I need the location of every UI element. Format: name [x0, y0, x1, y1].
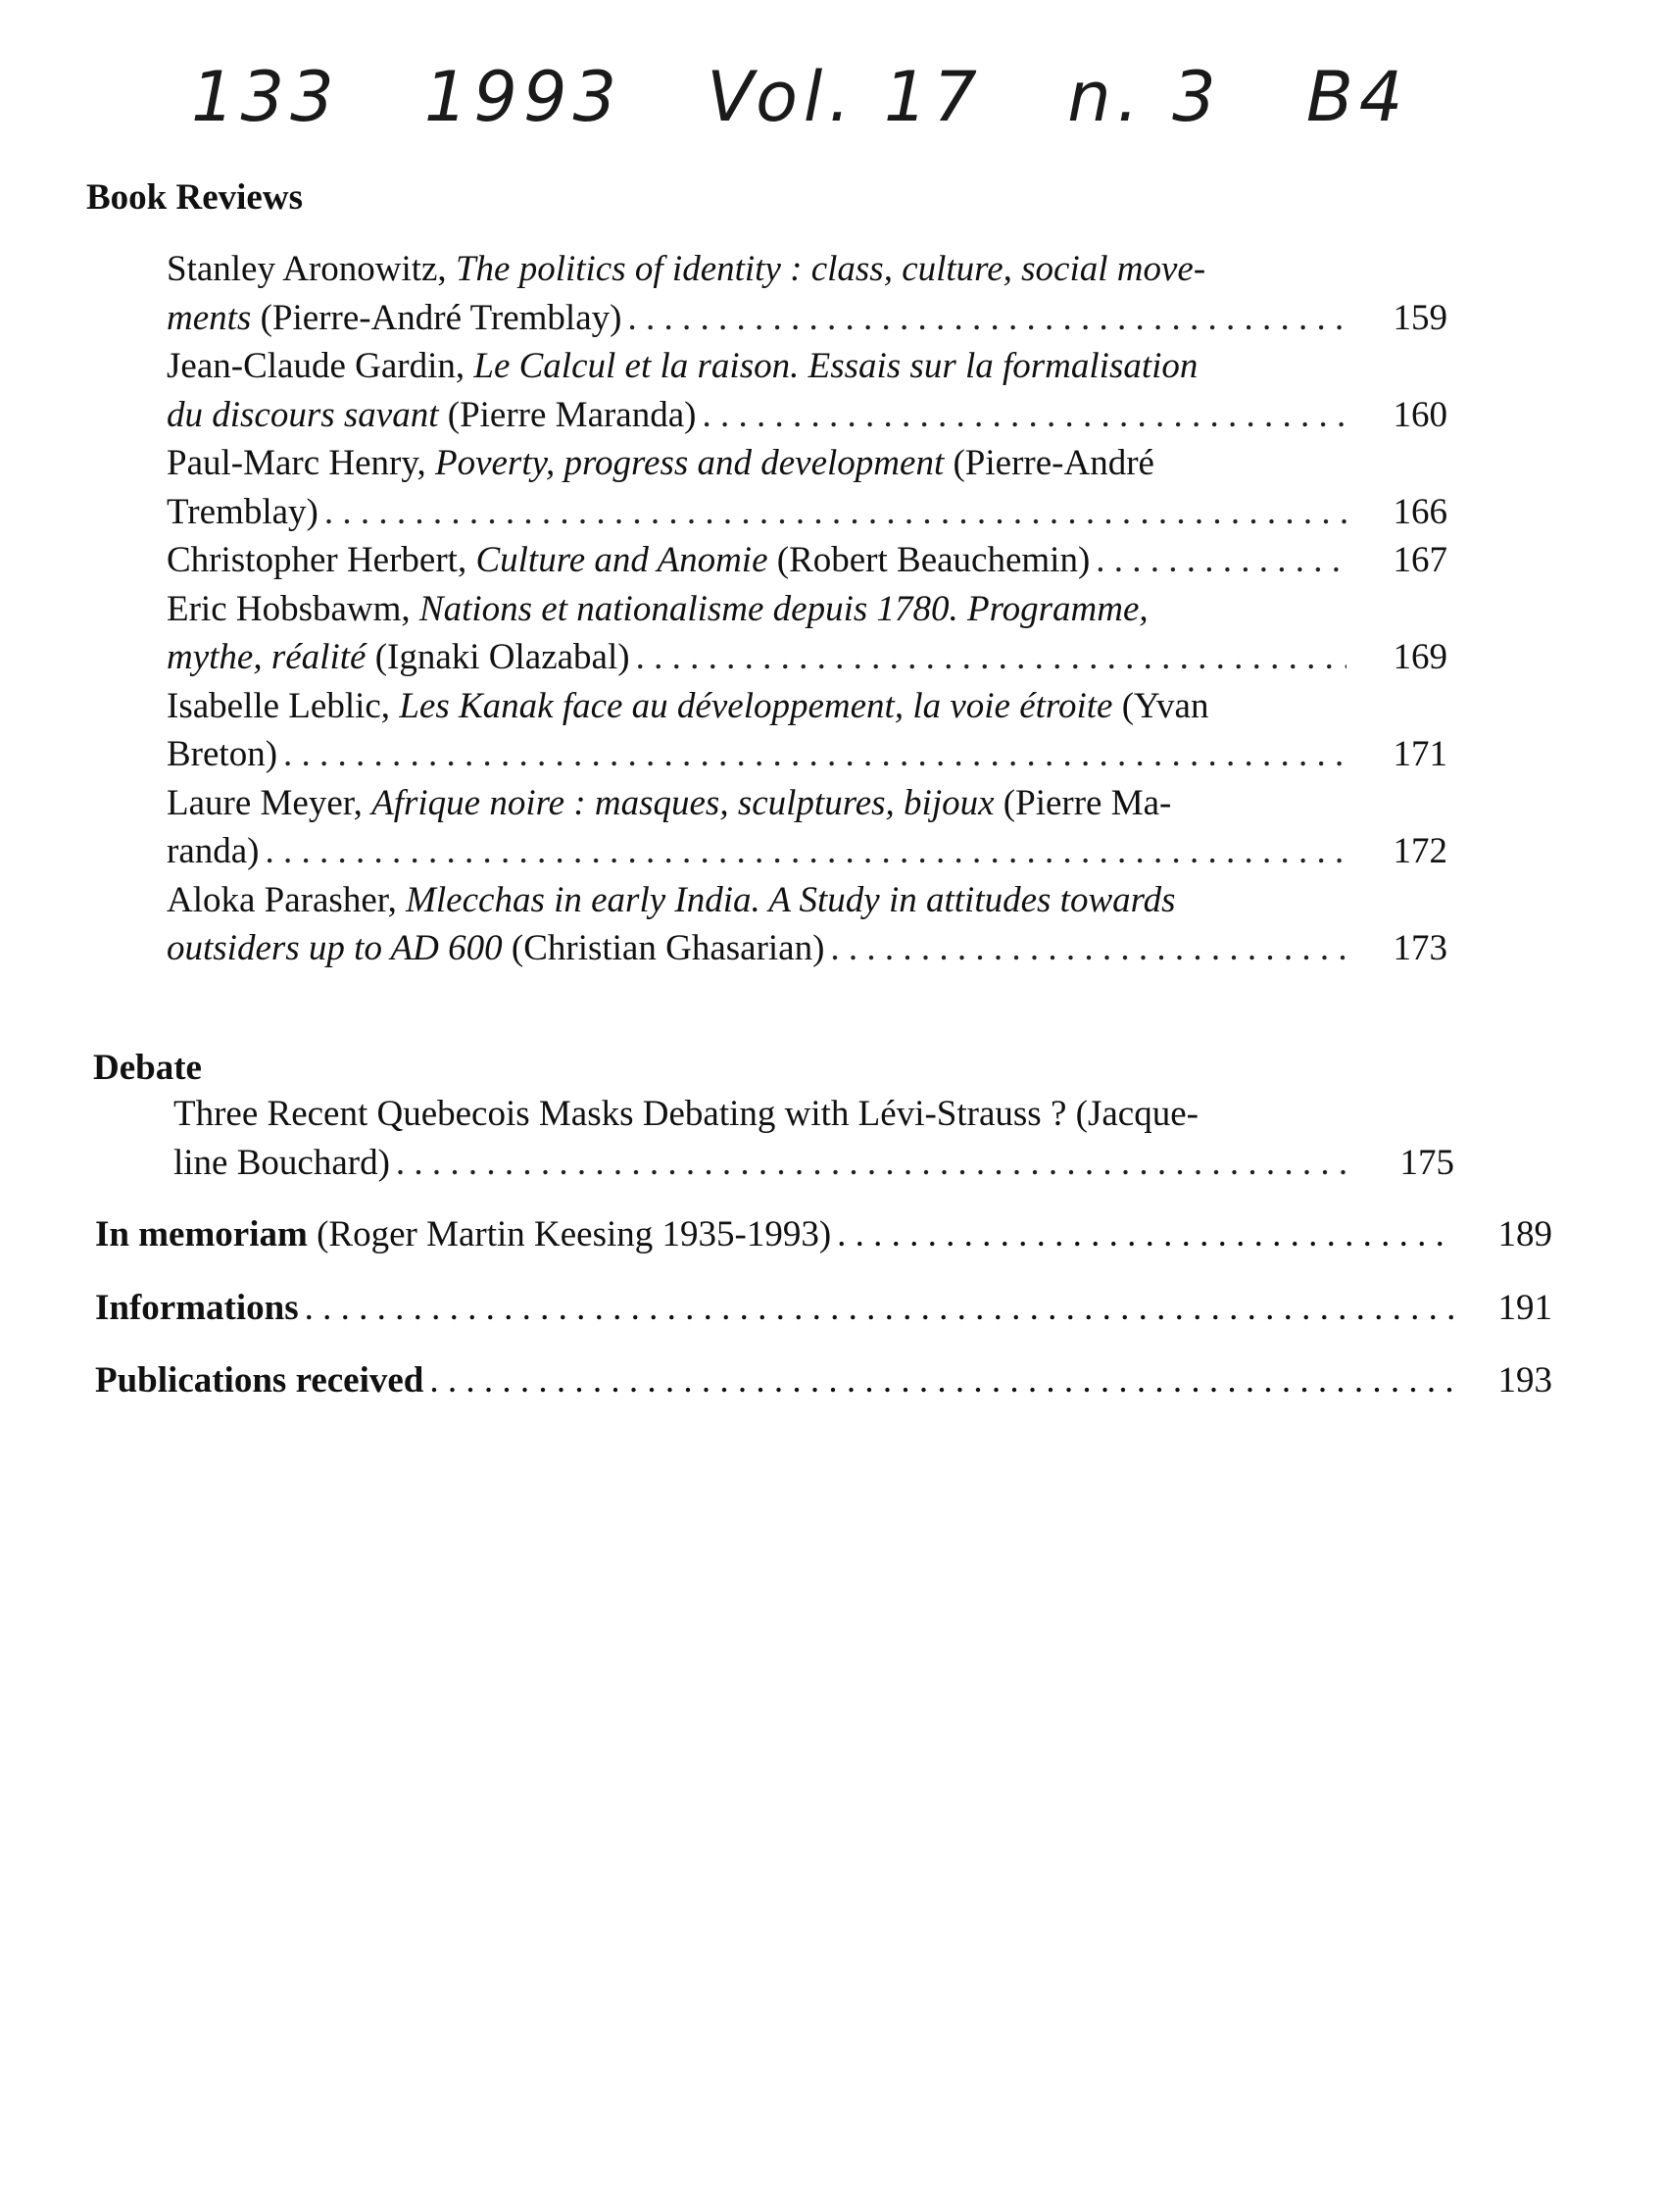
review-entry-parasher — [167, 876, 1548, 973]
in-memoriam-text: (Roger Martin Keesing 1935-1993) — [317, 1214, 832, 1254]
review-title: Mlecchas in early India. A Study in attitudes towards — [406, 879, 1176, 920]
leader-dots — [260, 827, 1347, 876]
leader-dots — [299, 1287, 1454, 1329]
leader-dots — [318, 488, 1346, 537]
debate-title-cont: line Bouchard) — [173, 1142, 390, 1183]
review-reviewer: (Pierre Ma- — [1003, 782, 1172, 823]
review-title-cont: ments — [167, 297, 252, 338]
review-title: Le Calcul et la raison. Essais sur la formalisation — [473, 346, 1199, 386]
leader-dots — [621, 294, 1346, 343]
review-author: Aloka Parasher, — [167, 879, 397, 920]
publications-entry — [95, 1359, 1552, 1401]
informations-page-number: 191 — [1497, 1288, 1552, 1328]
review-reviewer: (Pierre Maranda) — [447, 394, 697, 435]
debate-heading: Debate — [93, 1048, 202, 1088]
review-author: Christopher Herbert, — [167, 540, 467, 580]
publications-label: Publications received — [95, 1360, 424, 1401]
debate-title: Three Recent Quebecois Masks Debating with Lévi-Strauss ? (Jacque- — [173, 1094, 1199, 1134]
leader-dots — [824, 924, 1346, 973]
review-page-number: 173 — [1393, 928, 1447, 968]
review-author: Isabelle Leblic, — [167, 685, 391, 726]
handwritten-volume: Vol. 17 — [707, 57, 983, 137]
review-author: Stanley Aronowitz, — [167, 249, 447, 289]
review-reviewer: (Pierre-André Tremblay) — [260, 297, 622, 338]
review-page-number: 166 — [1393, 491, 1447, 532]
review-page-number: 169 — [1393, 637, 1447, 677]
review-title-cont: du discours savant — [167, 394, 439, 435]
review-reviewer: (Yvan — [1121, 685, 1209, 726]
review-reviewer: (Ignaki Olazabal) — [374, 637, 630, 677]
book-reviews-list — [167, 245, 1548, 973]
review-page-number: 171 — [1393, 734, 1447, 774]
review-title: Nations et nationalisme depuis 1780. Programme, — [418, 588, 1149, 629]
leader-dots — [423, 1359, 1454, 1401]
review-reviewer-cont: Tremblay) — [167, 491, 318, 532]
review-entry-leblic — [167, 682, 1548, 779]
leader-dots — [831, 1213, 1454, 1255]
in-memoriam-label: In memoriam — [95, 1214, 308, 1254]
review-reviewer-cont: Breton) — [167, 734, 278, 774]
review-title: The politics of identity : class, culture, social move- — [455, 249, 1206, 289]
debate-entry — [173, 1090, 1555, 1187]
review-title-cont: mythe, réalité — [167, 637, 367, 677]
review-title: Afrique noire : masques, sculptures, bijoux — [371, 782, 995, 823]
book-reviews-heading: Book Reviews — [86, 177, 303, 218]
review-author: Laure Meyer, — [167, 782, 363, 823]
review-reviewer: (Robert Beauchemin) — [776, 540, 1091, 580]
review-entry-aronowitz — [167, 245, 1548, 342]
review-page-number: 159 — [1393, 297, 1447, 338]
handwritten-issue: n. 3 — [1067, 57, 1222, 137]
handwritten-year: 1993 — [423, 57, 623, 137]
review-title: Les Kanak face au développement, la voie étroite — [399, 685, 1113, 726]
informations-label: Informations — [95, 1288, 299, 1328]
review-author: Jean-Claude Gardin, — [167, 346, 465, 386]
informations-entry — [95, 1287, 1552, 1329]
review-title: Poverty, progress and development — [434, 443, 945, 483]
review-entry-herbert — [167, 536, 1548, 585]
review-page-number: 167 — [1393, 540, 1447, 580]
review-reviewer-cont: randa) — [167, 831, 260, 871]
review-title: Culture and Anomie — [475, 540, 768, 580]
review-entry-henry — [167, 439, 1548, 536]
review-page-number: 172 — [1393, 831, 1447, 871]
review-page-number: 160 — [1393, 394, 1447, 435]
review-entry-meyer — [167, 779, 1548, 876]
leader-dots — [1090, 536, 1346, 585]
in-memoriam-page-number: 189 — [1497, 1214, 1552, 1254]
review-entry-hobsbawm — [167, 585, 1548, 682]
review-author: Eric Hobsbawm, — [167, 588, 411, 629]
review-reviewer: (Pierre-André — [953, 443, 1154, 483]
review-entry-gardin — [167, 342, 1548, 439]
leader-dots — [277, 730, 1346, 779]
in-memoriam-entry — [95, 1213, 1552, 1255]
publications-page-number: 193 — [1497, 1360, 1552, 1401]
handwritten-note — [191, 57, 1465, 137]
leader-dots — [390, 1139, 1353, 1188]
handwritten-number: 133 — [191, 57, 340, 137]
leader-dots — [630, 633, 1346, 682]
review-reviewer: (Christian Ghasarian) — [511, 928, 825, 968]
review-title-cont: outsiders up to AD 600 — [167, 928, 503, 968]
review-author: Paul-Marc Henry, — [167, 443, 426, 483]
handwritten-code: B4 — [1305, 57, 1409, 137]
debate-page-number: 175 — [1399, 1142, 1454, 1183]
leader-dots — [696, 391, 1346, 440]
